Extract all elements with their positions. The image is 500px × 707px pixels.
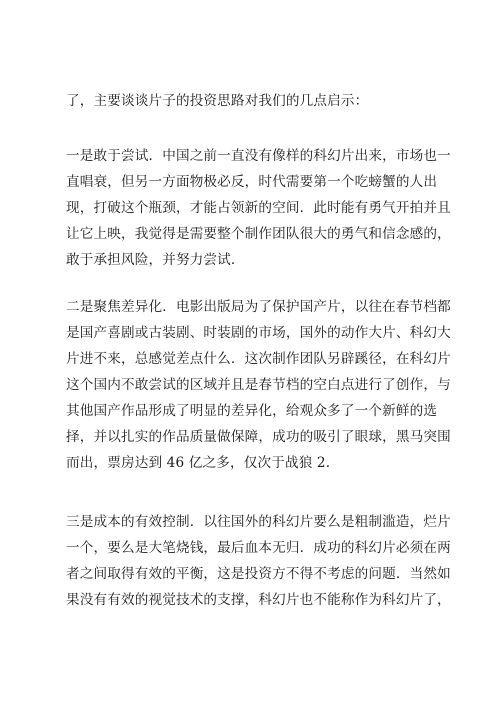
paragraph-line: 三是成本的有效控制．以往国外的科幻片要么是粗制滥造，烂片 bbox=[66, 514, 451, 530]
paragraph-line: 这个国内不敢尝试的区域并且是春节档的空白点进行了创作，与 bbox=[66, 377, 451, 393]
paragraph-line: 者之间取得有效的平衡，这是投资方不得不考虑的问题．当然如 bbox=[66, 566, 451, 582]
paragraph-line: 让它上映，我觉得是需要整个制作团队很大的勇气和信念感的， bbox=[66, 226, 451, 242]
intro-paragraph bbox=[66, 88, 434, 114]
paragraph-line: 一是敢于尝试．中国之前一直没有像样的科幻片出来，市场也一 bbox=[66, 148, 451, 164]
document-page bbox=[66, 0, 451, 707]
paragraph-line: 其他国产作品形成了明显的差异化，给观众多了一个新鲜的选 bbox=[66, 403, 438, 419]
paragraph-line: 敢于承担风险，并努力尝试． bbox=[66, 252, 245, 268]
paragraph-3 bbox=[66, 509, 451, 613]
paragraph-line: 一个，要么是大笔烧钱，最后血本无归．成功的科幻片必须在两 bbox=[66, 540, 451, 556]
paragraph-2 bbox=[66, 294, 451, 476]
paragraph-line: 二是聚焦差异化．电影出版局为了保护国产片，以往在春节档都 bbox=[66, 299, 451, 315]
paragraph-line: 直唱衰，但另一方面物极必反，时代需要第一个吃螃蟹的人出 bbox=[66, 174, 438, 190]
paragraph-line: 而出，票房达到 46 亿之多，仅次于战狼 2. bbox=[66, 455, 331, 471]
paragraph-line: 现，打破这个瓶颈，才能占领新的空间．此时能有勇气开拍并且 bbox=[66, 200, 451, 216]
paragraph-line: 果没有有效的视觉技术的支撑，科幻片也不能称作为科幻片了， bbox=[66, 592, 451, 608]
paragraph-line: 片进不来，总感觉差点什么．这次制作团队另辟蹊径，在科幻片 bbox=[66, 351, 451, 367]
intro-line: 了，主要谈谈片子的投资思路对我们的几点启示： bbox=[66, 93, 369, 109]
paragraph-line: 是国产喜剧或古装剧、时装剧的市场，国外的动作大片、科幻大 bbox=[66, 325, 451, 341]
paragraph-line: 择，并以扎实的作品质量做保障，成功的吸引了眼球，黑马突围 bbox=[66, 429, 451, 445]
paragraph-1 bbox=[66, 143, 451, 273]
